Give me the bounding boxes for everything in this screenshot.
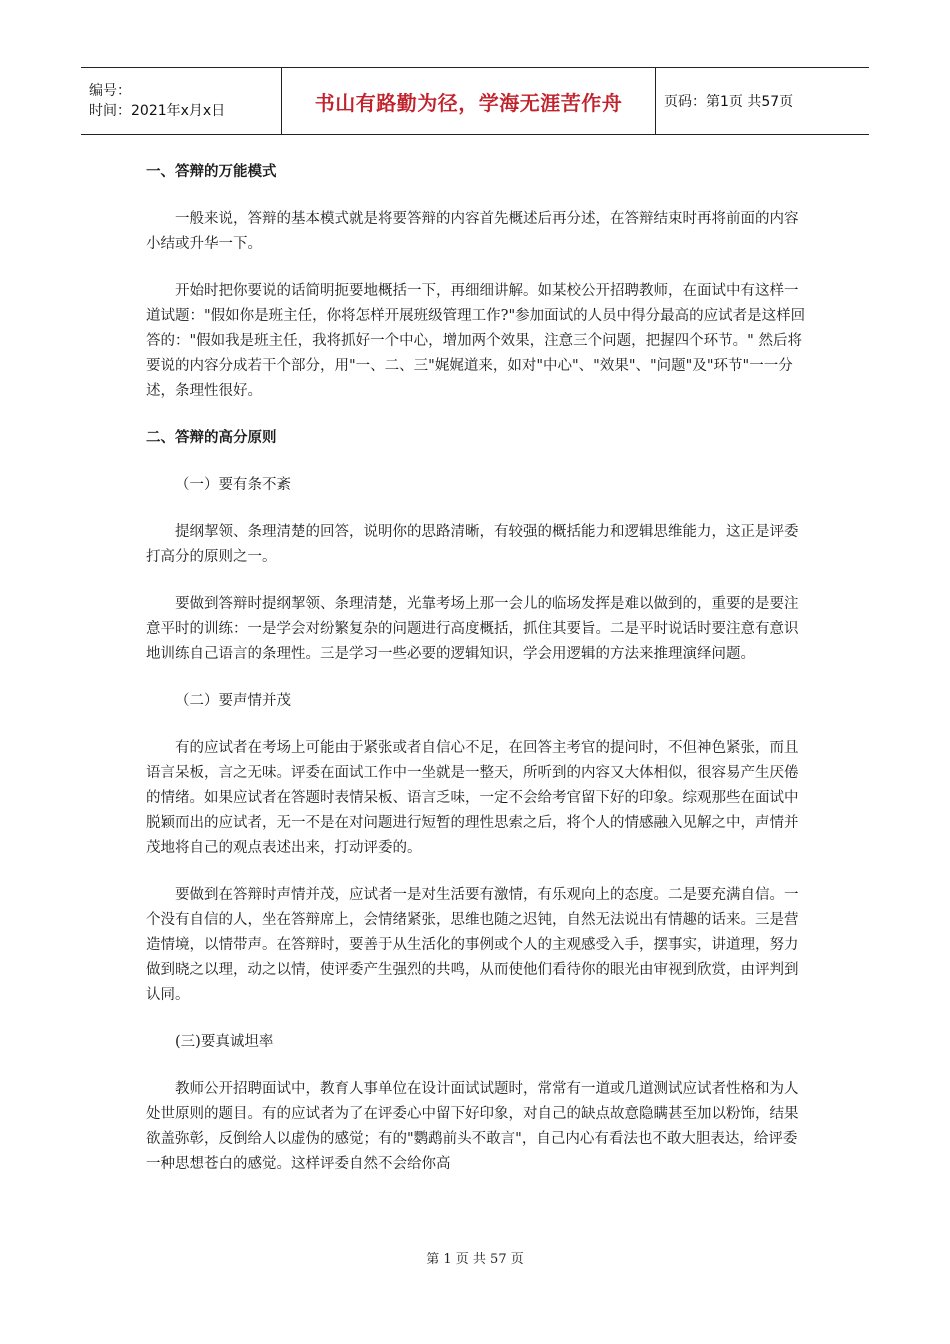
body-paragraph: 要做到答辩时提纲挈领、条理清楚，光靠考场上那一会儿的临场发挥是难以做到的，重要的是要注意平时的训练：一是学会对纷繁复杂的问题进行高度概括，抓住其要旨。二是平时说话时要注意有意识地训练自己语言的条理性。三是学习一些必要的逻辑知识，学会用逻辑的方法来推理演绎问题。 — [146, 596, 799, 662]
header-page-info: 页码：第1页 共57页 — [664, 94, 794, 110]
body-paragraph: 提纲挈领、条理清楚的回答，说明你的思路清晰，有较强的概括能力和逻辑思维能力，这正是评委打高分的原则之一。 — [146, 524, 799, 565]
section-heading: 二、答辩的高分原则 — [146, 430, 277, 446]
body-paragraph: 一般来说，答辩的基本模式就是将要答辩的内容首先概述后再分述，在答辩结束时再将前面的内容小结或升华一下。 — [146, 211, 799, 252]
body-paragraph: 要做到在答辩时声情并茂，应试者一是对生活要有激情，有乐观向上的态度。二是要充满自信。一个没有自信的人，坐在答辩席上，会情绪紧张，思维也随之迟钝，自然无法说出有情趣的话来。三是营造情境，以情带声。在答辩时，要善于从生活化的事例或个人的主观感受入手，摆事实，讲道理，努力做到晓之以理，动之以情，使评委产生强烈的共鸣，从而使他们看待你的眼光由审视到欣赏，由评判到认同。 — [146, 887, 799, 1003]
document-body — [146, 160, 806, 1177]
document-date: 时间：2021年x月x日 — [89, 103, 226, 119]
header-page-cell — [656, 68, 869, 134]
subsection-heading: (三)要真诚坦率 — [175, 1034, 274, 1050]
subsection-heading: （一）要有条不紊 — [175, 477, 291, 493]
header-motto: 书山有路勤为径，学海无涯苦作舟 — [314, 90, 623, 115]
page-header — [81, 67, 869, 135]
page-footer: 第 1 页 共 57 页 — [426, 1252, 524, 1267]
subsection-heading: （二）要声情并茂 — [175, 693, 291, 709]
header-motto-cell — [281, 68, 656, 134]
body-paragraph: 教师公开招聘面试中，教育人事单位在设计面试试题时，常常有一道或几道测试应试者性格和为人处世原则的题目。有的应试者为了在评委心中留下好印象，对自己的缺点故意隐瞒甚至加以粉饰，结果欲盖弥彰，反倒给人以虚伪的感觉；有的"鹦鹉前头不敢言"，自己内心有看法也不敢大胆表达，给评委一种思想苍白的感觉。这样评委自然不会给你高 — [146, 1081, 799, 1172]
body-paragraph: 有的应试者在考场上可能由于紧张或者自信心不足，在回答主考官的提问时，不但神色紧张，而且语言呆板，言之无味。评委在面试工作中一坐就是一整天，所听到的内容又大体相似，很容易产生厌倦的情绪。如果应试者在答题时表情呆板、语言乏味，一定不会给考官留下好的印象。综观那些在面试中脱颖而出的应试者，无一不是在对问题进行短暂的理性思索之后，将个人的情感融入见解之中，声情并茂地将自己的观点表述出来，打动评委的。 — [146, 740, 799, 856]
body-paragraph: 开始时把你要说的话简明扼要地概括一下，再细细讲解。如某校公开招聘教师，在面试中有这样一道试题："假如你是班主任，你将怎样开展班级管理工作?"参加面试的人员中得分最高的应试者是这样回答的："假如我是班主任，我将抓好一个中心，增加两个效果，注意三个问题，把握四个环节。" 然后将要说的内容分成若干个部分，用"一、二、三"娓娓道来，如对"中心"、"效果"、"问题"及"环节"一一分述，条理性很好。 — [146, 283, 806, 399]
document-number-label: 编号： — [89, 83, 131, 99]
header-meta — [81, 68, 281, 134]
section-heading: 一、答辩的万能模式 — [146, 164, 277, 180]
